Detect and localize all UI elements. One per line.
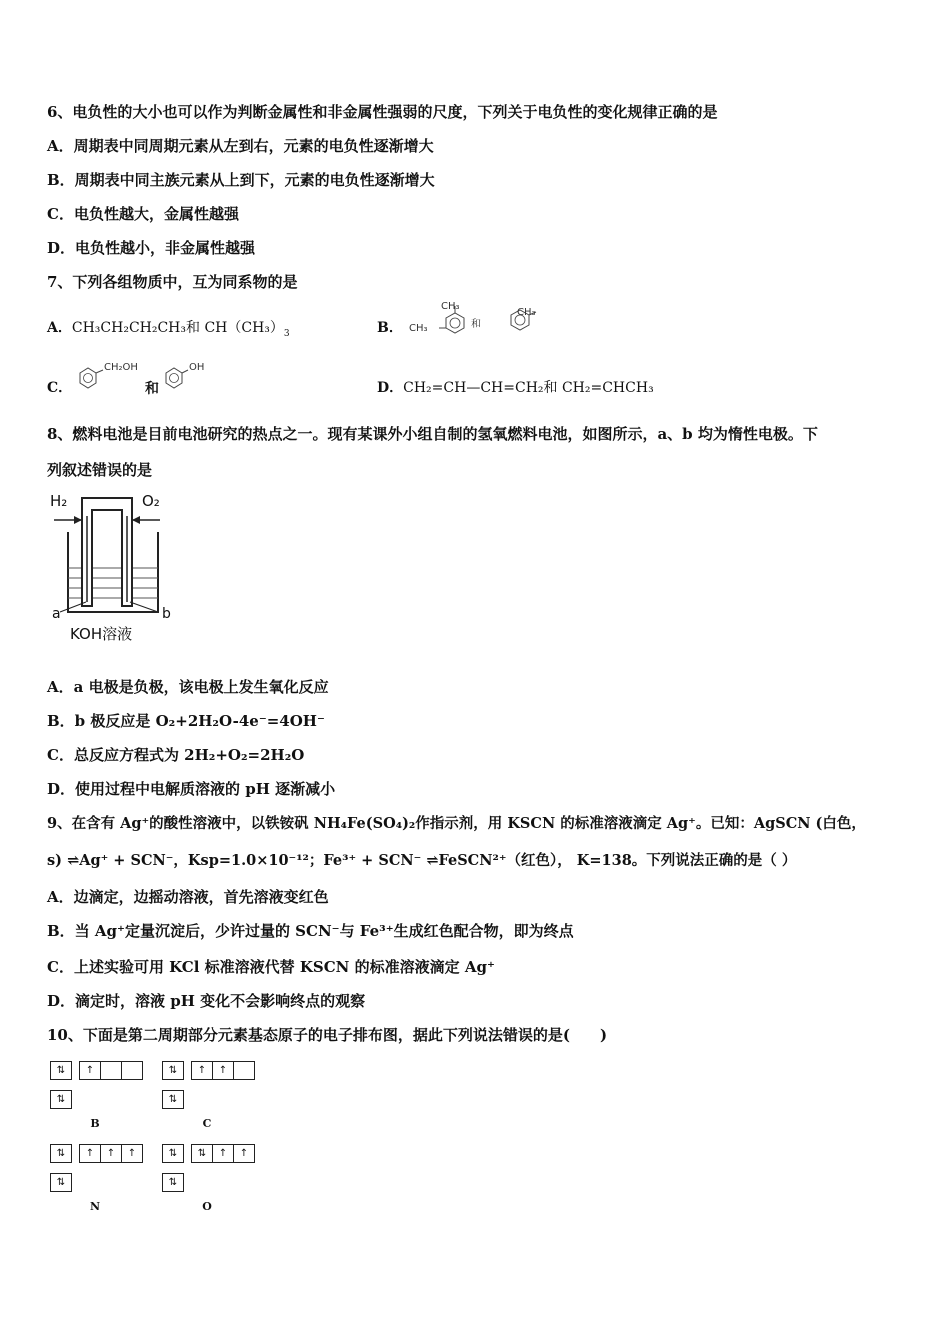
q7-a-formula: CH₃CH₂CH₂CH₃和 CH（CH₃） — [71, 320, 284, 336]
orbital-2p-3: ↑ — [121, 1144, 143, 1163]
q7-option-c-structures — [75, 360, 225, 400]
orbital-diagram-c — [162, 1061, 254, 1130]
q7-b-label: B． — [377, 320, 403, 336]
q7-option-b-structures — [405, 300, 555, 345]
q9-stem-line1: 9、在含有 Ag⁺的酸性溶液中，以铁铵矾 NH₄Fe(SO₄)₂作指示剂，用 KSCN 的标准溶液滴定 Ag⁺。已知：AgSCN (白色， — [47, 815, 866, 832]
q7-option-c-label-wrap — [47, 378, 72, 398]
orbital-diagram-b — [50, 1061, 142, 1130]
orbital-diagram-n — [50, 1144, 142, 1213]
orbital-2s: ⇅ — [50, 1144, 72, 1163]
orbital-2p-2: ↑ — [212, 1061, 234, 1080]
q9-option-a: A．边滴定，边摇动溶液，首先溶液变红色 — [47, 888, 329, 906]
fig-koh-label: KOH溶液 — [70, 625, 133, 643]
orbital-2p-1: ↑ — [79, 1061, 101, 1080]
q7-stem: 7、下列各组物质中，互为同系物的是 — [47, 273, 298, 291]
orbital-1s: ⇅ — [162, 1173, 184, 1192]
q7-a-label: A． — [47, 320, 72, 336]
q7-b-ch3-right: CH₃ — [517, 307, 536, 318]
orbital-2p-1: ↑ — [79, 1144, 101, 1163]
orbital-2p-2: ↑ — [212, 1144, 234, 1163]
fig-b-label: b — [162, 606, 171, 622]
orbital-label: N — [89, 1200, 101, 1213]
q7-b-ch3-left: CH₃ — [409, 323, 428, 334]
orbital-diagram-o — [162, 1144, 254, 1213]
q7-c-label: C． — [47, 380, 73, 396]
q7-b-and: 和 — [471, 319, 481, 330]
q6-option-a: A．周期表中同周期元素从左到右，元素的电负性逐渐增大 — [47, 137, 434, 155]
orbital-2p-3 — [233, 1061, 255, 1080]
orbital-2s: ⇅ — [162, 1144, 184, 1163]
q8-option-d: D．使用过程中电解质溶液的 pH 逐渐减小 — [47, 780, 336, 798]
q7-option-a — [47, 318, 290, 344]
orbital-1s: ⇅ — [162, 1090, 184, 1109]
q9-option-c: C．上述实验可用 KCl 标准溶液代替 KSCN 的标准溶液滴定 Ag⁺ — [47, 958, 495, 976]
orbital-label: B — [90, 1117, 100, 1130]
q6-option-b: B．周期表中同主族元素从上到下，元素的电负性逐渐增大 — [47, 171, 435, 189]
orbital-2s: ⇅ — [50, 1061, 72, 1080]
q7-option-b-label-wrap — [377, 318, 403, 338]
q8-stem-line2: 列叙述错误的是 — [47, 461, 153, 479]
orbital-2p-3 — [121, 1061, 143, 1080]
q7-c-ch2oh: CH₂OH — [104, 362, 138, 373]
fuel-cell-diagram — [46, 490, 176, 645]
orbital-2p-1: ↑ — [191, 1061, 213, 1080]
q9-stem-line2: s) ⇌Ag⁺ + SCN⁻，Ksp=1.0×10⁻¹²；Fe³⁺ + SCN⁻ ⇌FeSCN²⁺（红色）， K=138。下列说法正确的是（ ） — [47, 852, 797, 869]
orbital-2p-2 — [100, 1061, 122, 1080]
q10-stem: 10、下面是第二周期部分元素基态原子的电子排布图，据此下列说法错误的是( ) — [47, 1026, 608, 1044]
q8-option-c: C．总反应方程式为 2H₂+O₂=2H₂O — [47, 746, 305, 764]
q8-stem-line1: 8、燃料电池是目前电池研究的热点之一。现有某课外小组自制的氢氧燃料电池，如图所示，a、b 均为惰性电极。下 — [47, 425, 818, 443]
q7-b-ch3-top: CH₃ — [441, 301, 460, 312]
orbital-1s: ⇅ — [50, 1090, 72, 1109]
orbital-1s: ⇅ — [50, 1173, 72, 1192]
q9-option-b: B．当 Ag⁺定量沉淀后，少许过量的 SCN⁻与 Fe³⁺生成红色配合物，即为终点 — [47, 922, 574, 940]
orbital-2s: ⇅ — [162, 1061, 184, 1080]
q9-option-d: D．滴定时，溶液 pH 变化不会影响终点的观察 — [47, 992, 366, 1010]
q7-a-sub: 3 — [283, 328, 290, 339]
q7-d-label: D． — [377, 380, 404, 396]
orbital-label: O — [202, 1200, 212, 1213]
q7-option-d — [377, 378, 654, 398]
q7-c-and: 和 — [145, 381, 159, 397]
q6-option-c: C．电负性越大，金属性越强 — [47, 205, 239, 223]
fuel-cell-drawing — [46, 490, 176, 645]
q6-option-d: D．电负性越小，非金属性越强 — [47, 239, 256, 257]
q6-stem: 6、电负性的大小也可以作为判断金属性和非金属性强弱的尺度，下列关于电负性的变化规律正确的是 — [47, 103, 718, 121]
orbital-2p-2: ↑ — [100, 1144, 122, 1163]
q7-c-oh: OH — [189, 362, 205, 373]
q8-option-a: A．a 电极是负极，该电极上发生氧化反应 — [47, 678, 329, 696]
fig-h2-label: H₂ — [50, 492, 68, 510]
fig-a-label: a — [52, 606, 61, 622]
q8-option-b: B．b 极反应是 O₂+2H₂O-4e⁻=4OH⁻ — [47, 712, 325, 730]
fig-o2-label: O₂ — [142, 492, 160, 510]
orbital-label: C — [202, 1117, 212, 1130]
orbital-2p-3: ↑ — [233, 1144, 255, 1163]
q7-d-formula: CH₂=CH—CH=CH₂和 CH₂=CHCH₃ — [403, 380, 654, 396]
orbital-2p-1: ⇅ — [191, 1144, 213, 1163]
